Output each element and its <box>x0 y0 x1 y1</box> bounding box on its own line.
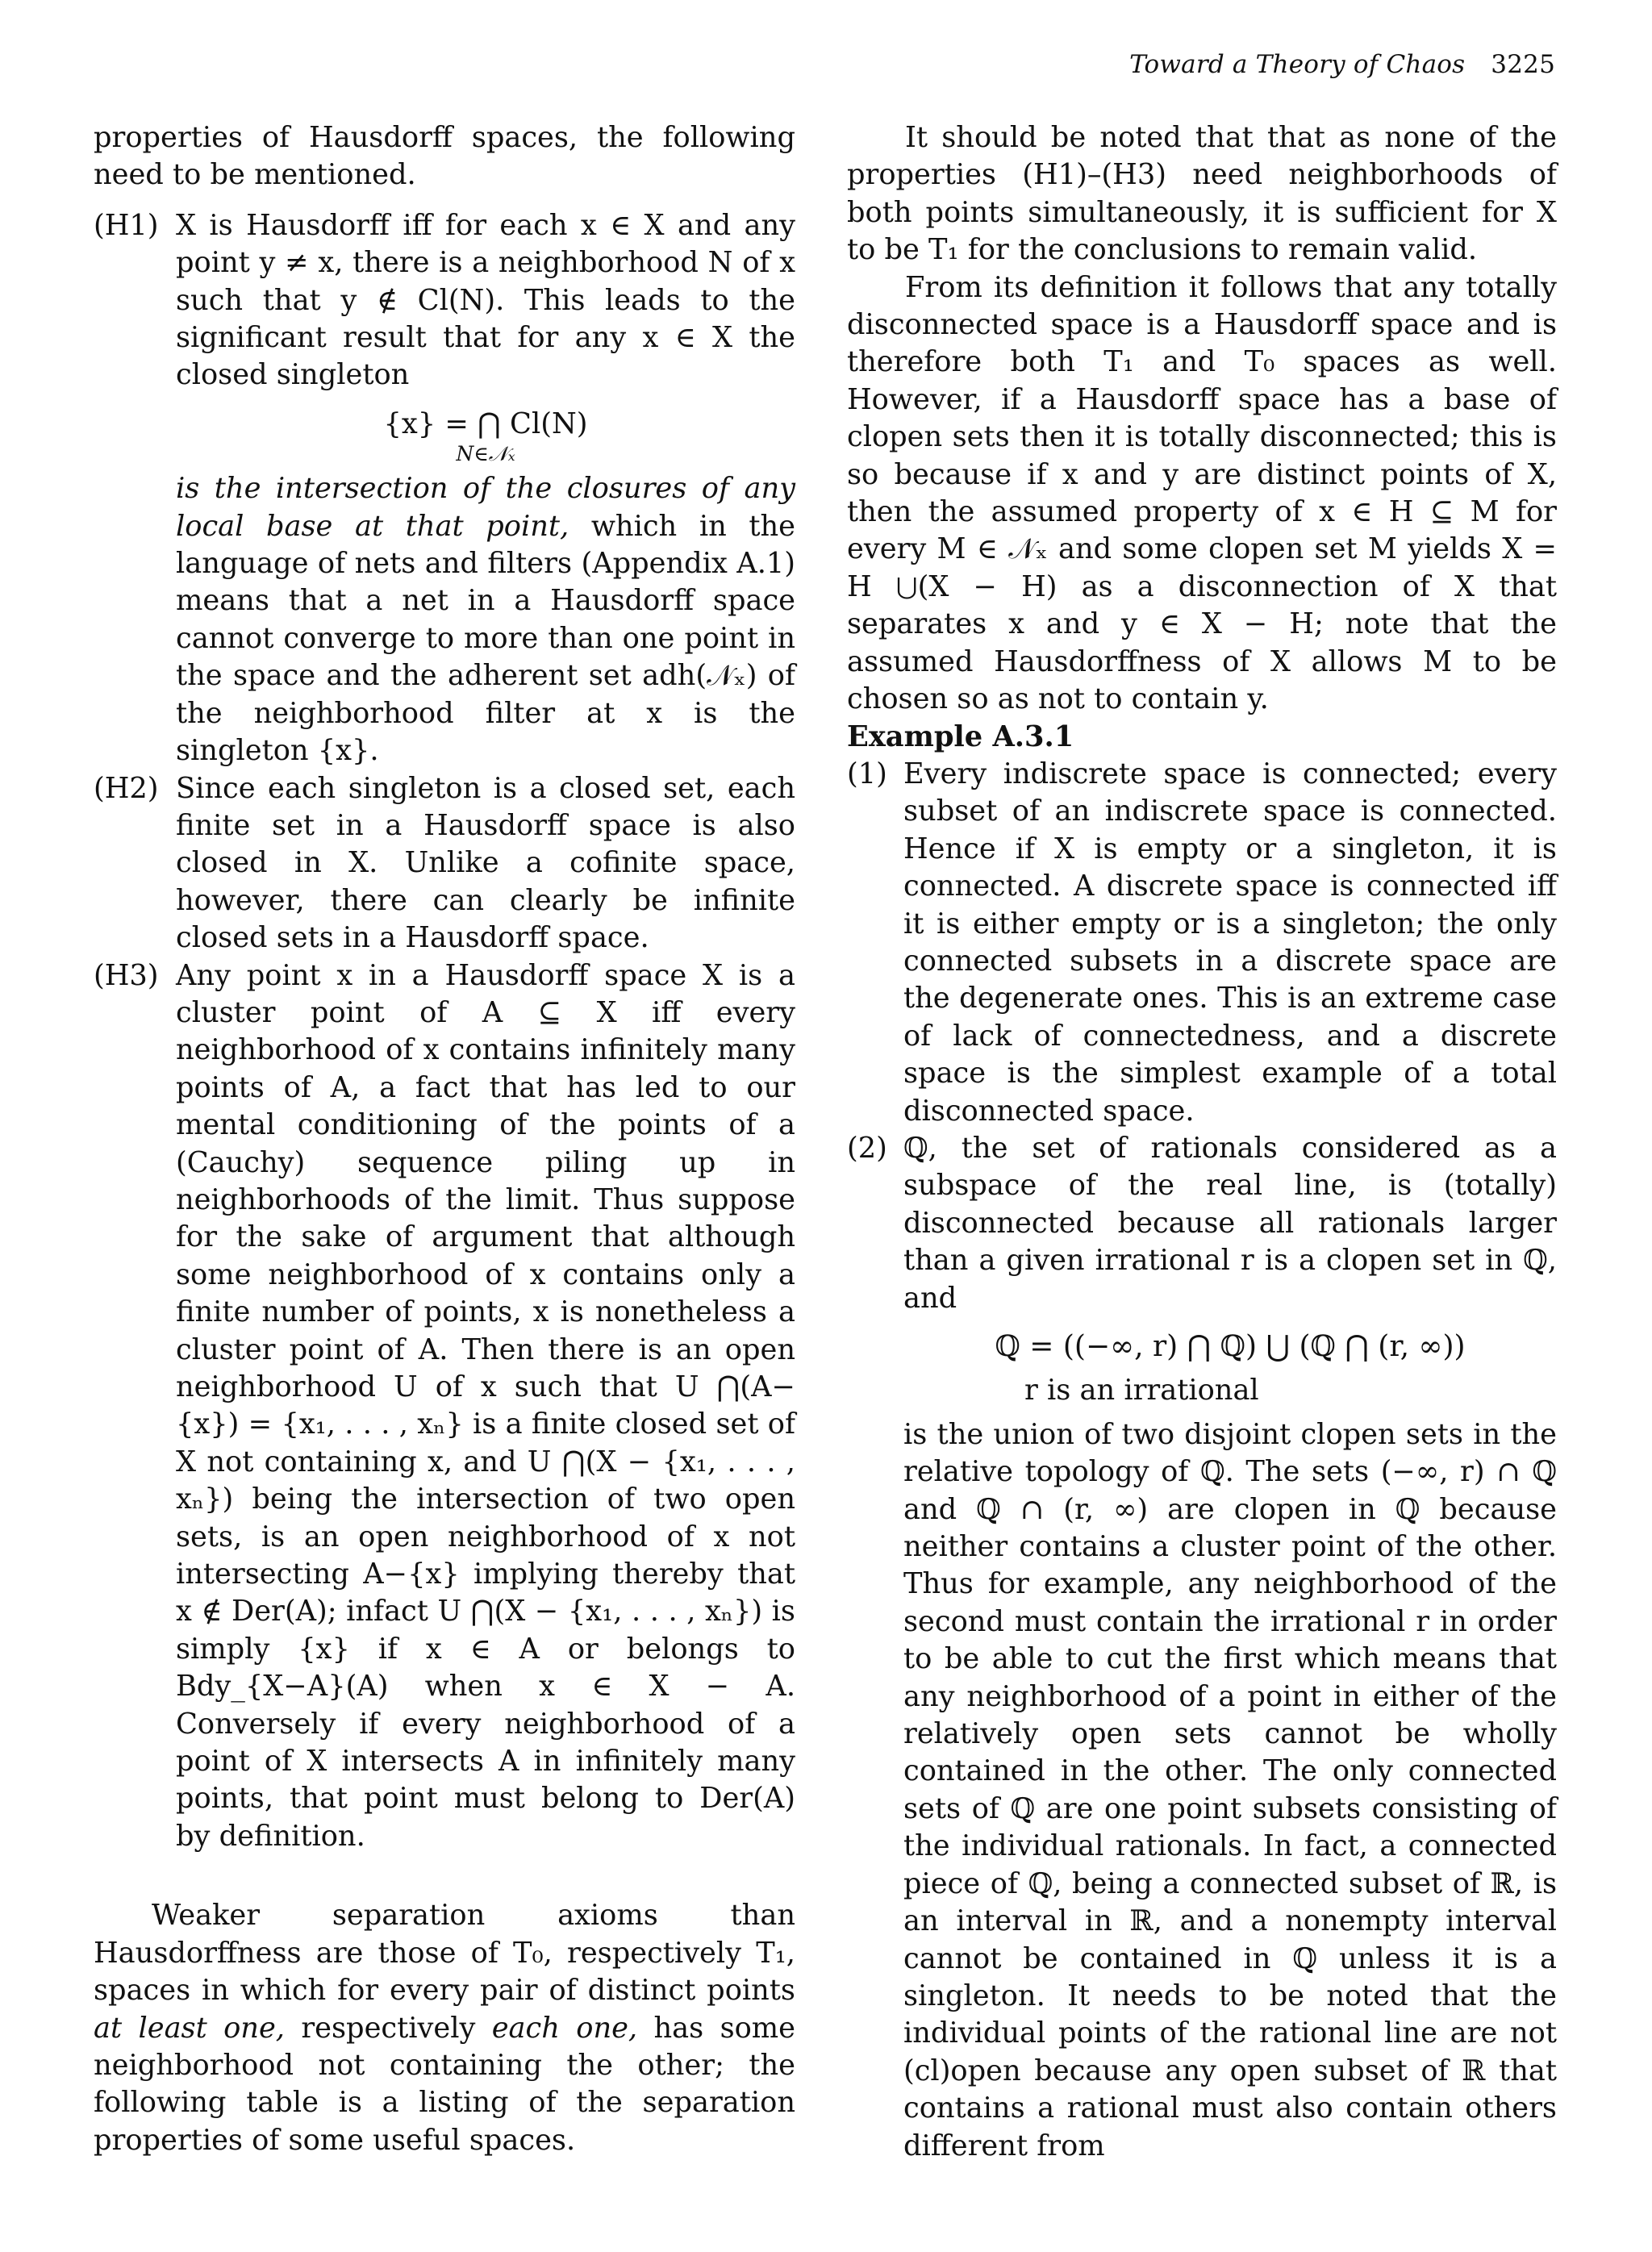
item-body <box>176 207 795 770</box>
left-column <box>94 119 795 2159</box>
item-marker: (2) <box>847 1131 887 1165</box>
singleton-formula <box>176 406 795 465</box>
example-heading: Example A.3.1 <box>847 719 1074 753</box>
list-item-h3 <box>94 957 795 1856</box>
h2-text: Since each singleton is a closed set, each finite set in a Hausdorff space is also closed in X. Unlike a cofinite space, however, there can clearly be infinite closed sets in a Hausdorff space. <box>176 771 795 955</box>
formula-main: ℚ = ((−∞, r) ⋂ ℚ) ⋃ (ℚ ⋂ (r, ∞)) <box>995 1330 1466 1363</box>
right-column <box>847 119 1557 2165</box>
list-item-h2 <box>94 770 795 957</box>
rationals-formula <box>903 1328 1557 1366</box>
item-body <box>903 1130 1557 2165</box>
closing-text-b: respectively <box>284 2011 492 2045</box>
item-marker: (H3) <box>94 958 159 992</box>
spacer <box>94 1855 795 1897</box>
formula-main: {x} = ⋂ Cl(N) <box>383 407 588 440</box>
closing-italic-2: each one, <box>491 2011 638 2045</box>
example-item-2 <box>847 1130 1557 2165</box>
example-2-continuation: is the union of two disjoint clopen sets in the relative topology of ℚ. The sets (−∞, r) ∩ ℚ and ℚ ∩ (r, ∞) are clopen in ℚ because neither contains a cluster point of the other. Thus for example, any neighborhood of the second must contain the irrational r in order to be able to cut the first which means that any neighborhood of a point in either of the relatively open sets cannot be wholly contained in the other. The only connected sets of ℚ are one point subsets consisting of the individual rationals. In fact, a connected piece of ℚ, being a connected subset of ℝ, is an interval in ℝ, and a nonempty interval cannot be contained in ℚ unless it is a singleton. It needs to be noted that the individual points of the rational line are not (cl)open because any open subset of ℝ that contains a rational must also contain others different from <box>903 1417 1557 2162</box>
h1-italic-text: is the intersection of the closures of any local base at that point, <box>176 472 795 543</box>
closing-italic-1: at least one, <box>94 2011 285 2045</box>
running-header <box>1129 50 1555 79</box>
definition-paragraph: From its definition it follows that any totally disconnected space is a Hausdorff space and is therefore both T₁ and T₀ spaces as well. However, if a Hausdorff space has a base of clopen sets then it is totally disconnected; this is so because if x and y are distinct points of X, then the assumed property of x ∈ H ⊆ M for every M ∈ 𝒩ₓ and some clopen set M yields X = H ⋃(X − H) as a disconnection of X that separates x and y ∈ X − H; note that the assumed Hausdorffness of X allows M to be chosen so as not to contain y. <box>847 270 1557 716</box>
closing-text-c: has some neighborhood not containing the other; the following table is a listing of the separation properties of some useful spaces. <box>94 2011 795 2157</box>
separation-axioms-paragraph <box>94 1897 795 2159</box>
item-marker: (1) <box>847 757 887 790</box>
formula-caption: r is an irrational <box>1024 1374 1259 1408</box>
running-title: Toward a Theory of Chaos <box>1129 50 1466 79</box>
h1-rest-text: which in the language of nets and filters (Appendix A.1) means that a net in a Hausdorff space cannot converge to more than one point in the space and the adherent set adh(𝒩ₓ) of the neighborhood filter at x is the singleton {x}. <box>176 509 795 768</box>
example-item-1 <box>847 756 1557 1130</box>
h3-text: Any point x in a Hausdorff space X is a cluster point of A ⊆ X iff every neighborhood of x contains infinitely many points of A, a fact that has led to our mental conditioning of the points of a (Cauchy) sequence piling up in neighborhoods of the limit. Thus suppose for the sake of argument that although some neighborhood of x contains only a finite number of points, x is nonetheless a cluster point of A. Then there is an open neighborhood U of x such that U ⋂(A−{x}) = {x₁, . . . , xₙ} is a finite closed set of X not containing x, and U ⋂(X − {x₁, . . . , xₙ}) being the intersection of two open sets, is an open neighborhood of x not intersecting A−{x} implying thereby that x ∉ Der(A); infact U ⋂(X − {x₁, . . . , xₙ}) is simply {x} if x ∈ A or belongs to Bdy_{X−A}(A) when x ∈ X − A. Conversely if every neighborhood of a point of X intersects A in infinitely many points, that point must belong to Der(A) by definition. <box>176 958 795 1853</box>
list-item-h1 <box>94 207 795 770</box>
h1-text: X is Hausdorff iff for each x ∈ X and any point y ≠ x, there is a neighborhood N of x such that y ∉ Cl(N). This leads to the significant result that for any x ∈ X the closed singleton <box>176 208 795 392</box>
formula-subscript: N∈𝒩ₓ <box>456 442 515 466</box>
example-2-text: ℚ, the set of rationals considered as a subspace of the real line, is (totally) disconnected because all rationals larger than a given irrational r is a clopen set in ℚ, and <box>903 1131 1557 1315</box>
h1-continuation <box>176 470 795 769</box>
closing-text-a: Weaker separation axioms than Hausdorffness are those of T₀, respectively T₁, spaces in which for every pair of distinct points <box>94 1899 795 2008</box>
item-marker: (H2) <box>94 771 159 805</box>
item-marker: (H1) <box>94 208 159 242</box>
note-paragraph: It should be noted that that as none of the properties (H1)–(H3) need neighborhoods of both points simultaneously, it is sufficient for X to be T₁ for the conclusions to remain valid. <box>847 121 1557 267</box>
page-number: 3225 <box>1491 50 1555 79</box>
intro-paragraph: properties of Hausdorff spaces, the following need to be mentioned. <box>94 121 795 192</box>
example-1-text: Every indiscrete space is connected; every subset of an indiscrete space is connected. Hence if X is empty or a singleton, it is connected. A discrete space is connected iff it is either empty or is a singleton; the only connected subsets in a discrete space are the degenerate ones. This is an extreme case of lack of connectedness, and a discrete space is the simplest example of a total disconnected space. <box>903 757 1557 1128</box>
